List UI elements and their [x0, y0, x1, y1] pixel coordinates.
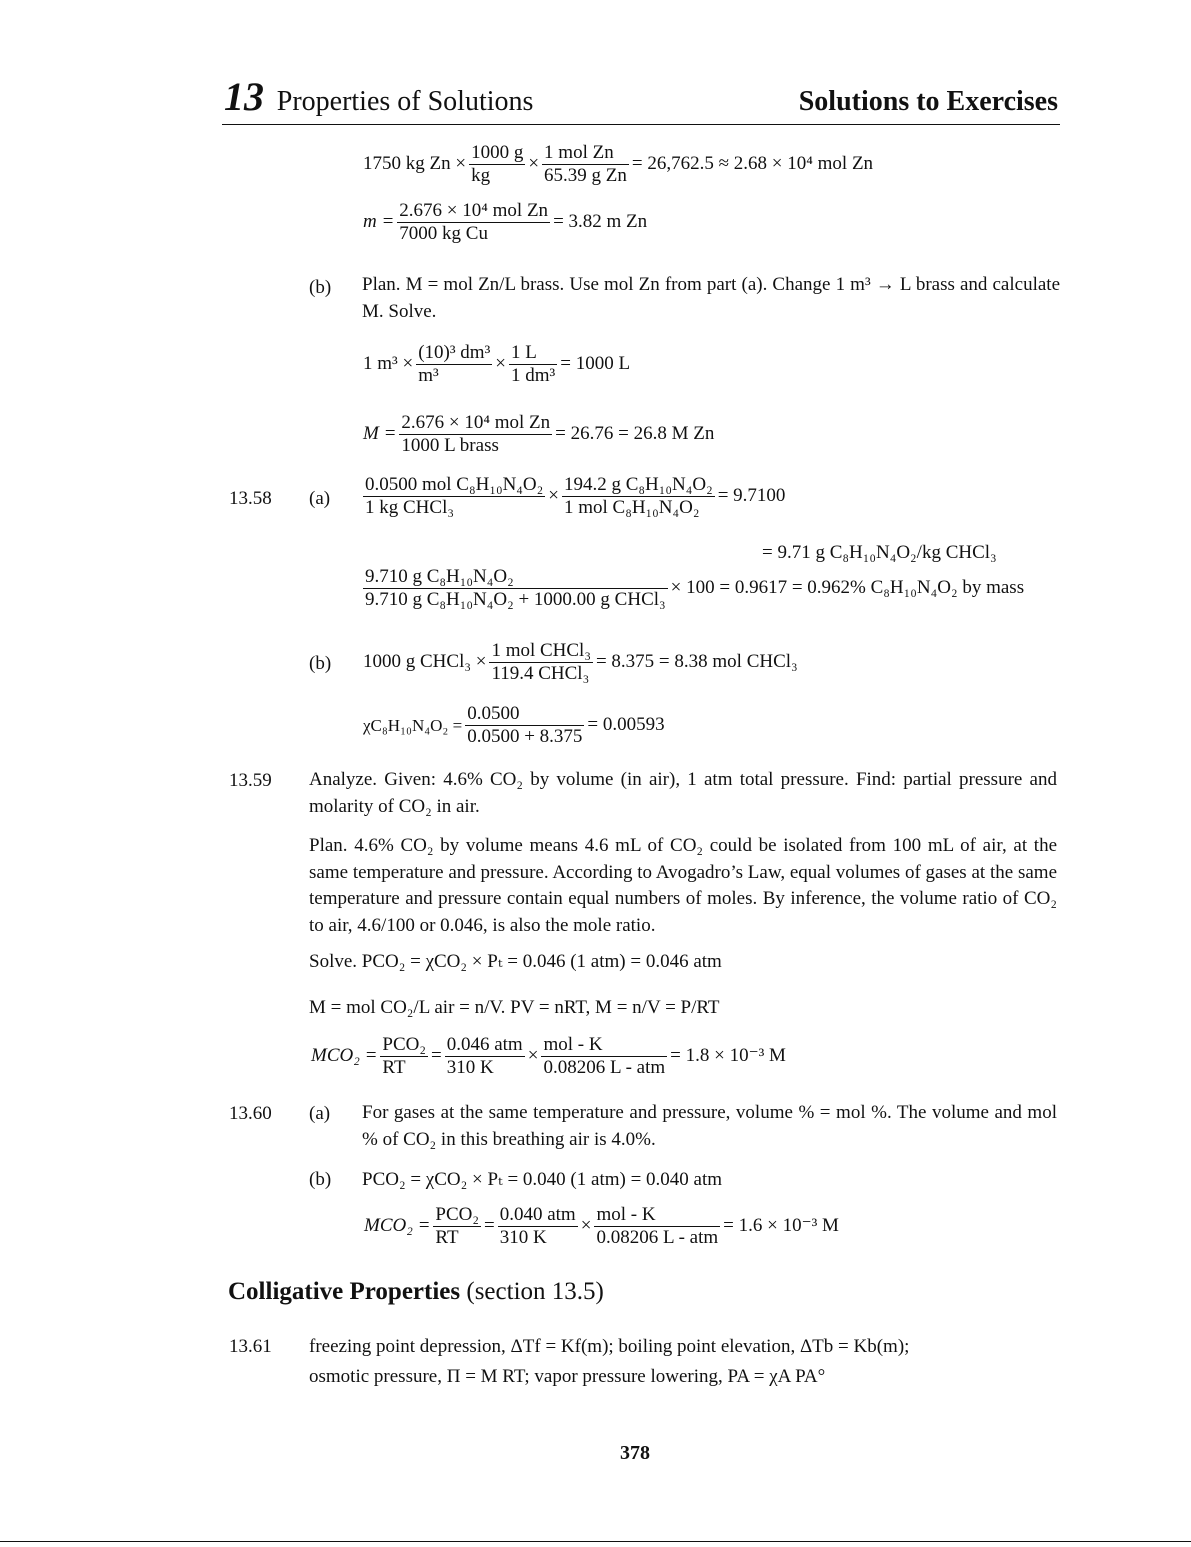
equation-molarity: M = $\frac{\text{2.676 × 10⁴ mol Zn}}{\text{1000 L brass}}$ = 26.76 = 26.8 M Zn [363, 412, 715, 456]
page-number: 378 [620, 1442, 650, 1464]
fraction: $\frac{\text{2.676 × 10⁴ mol Zn}}{\text{1000 L brass}}$ [401, 412, 551, 456]
answer-line: freezing point depression, ΔTf = Kf(m); boiling point elevation, ΔTb = Kb(m); [309, 1336, 910, 1357]
fraction: $\frac{\text{(10)³ dm³}}{\text{m³}}$ [418, 342, 491, 386]
fraction: $\frac{\text{1 mol CHCl₃}}{\text{119.4 CHCl₃}}$ [491, 640, 591, 684]
fraction: $\frac{\text{PCO₂}}{RT}$ [435, 1204, 479, 1248]
plan-paragraph: Plan. M = mol Zn/L brass. Use mol Zn from part (a). Change 1 m³ → L brass and calculate M. Solve. [362, 274, 1060, 322]
exercise-number: 13.58 [229, 488, 272, 509]
fraction: $\frac{1 L}{\text{1 dm³}}$ [511, 342, 556, 386]
equation-mole-fraction: χC₈H₁₀N₄O₂ = $\frac{0.0500}{0.0500 + 8.375}$ = 0.00593 [363, 703, 665, 747]
equation-co2-molarity: MCO₂ = $\frac{\text{PCO₂}}{RT}$ = $\frac{\text{0.040 atm}}{310 K}$ × $\frac{\text{mol - K}}{\text{0.08206 L - atm}}$ = 1.6 × 10⁻³ M [364, 1204, 839, 1248]
analyze-paragraph: Analyze. Given: 4.6% CO₂ by volume (in air), 1 atm total pressure. Find: partial pressure and molarity of CO₂ in air. [309, 769, 1057, 817]
fraction: $\frac{1000 g}{kg}$ [471, 142, 524, 186]
fraction: $\frac{\text{0.046 atm}}{310 K}$ [446, 1034, 523, 1078]
equation-chcl3-moles: 1000 g CHCl₃ × $\frac{\text{1 mol CHCl₃}}{\text{119.4 CHCl₃}}$ = 8.375 = 8.38 mol CHCl₃ [363, 640, 798, 684]
equation-volume: 1 m³ × $\frac{\text{(10)³ dm³}}{\text{m³}}$ × $\frac{1 L}{\text{1 dm³}}$ = 1000 L [363, 342, 631, 386]
fraction: $\frac{\text{0.0500 mol C₈H₁₀N₄O₂}}{\text{1 kg CHCl₃}}$ [365, 474, 544, 518]
result-line: = 9.71 g C₈H₁₀N₄O₂/kg CHCl₃ [762, 542, 997, 563]
answer-line: osmotic pressure, Π = M RT; vapor pressure lowering, PA = χA PA° [309, 1366, 826, 1387]
fraction: $\frac{0.0500}{0.0500 + 8.375}$ [467, 703, 583, 747]
exercise-number: 13.61 [229, 1336, 272, 1357]
fraction: $\frac{\text{1 mol Zn}}{\text{65.39 g Zn}}$ [544, 142, 627, 186]
partial-pressure-line: PCO₂ = χCO₂ × Pₜ = 0.040 (1 atm) = 0.040 atm [362, 1169, 723, 1190]
fraction: $\frac{\text{PCO₂}}{RT}$ [382, 1034, 426, 1078]
section-heading: Colligative Properties (section 13.5) [228, 1278, 604, 1305]
running-header [224, 72, 533, 122]
fraction: $\frac{\text{194.2 g C₈H₁₀N₄O₂}}{\text{1 mol C₈H₁₀N₄O₂}}$ [563, 474, 713, 518]
chapter-number: 13 [224, 74, 264, 119]
equation-zn-moles: 1750 kg Zn × $\frac{1000 g}{kg}$ × $\frac{\text{1 mol Zn}}{\text{65.39 g Zn}}$ = 26,762.5 ≈ 2.68 × 10⁴ mol Zn [363, 142, 874, 186]
equation-molality: m = $\frac{\text{2.676 × 10⁴ mol Zn}}{\text{7000 kg Cu}}$ = 3.82 m Zn [363, 200, 648, 244]
solve-line: Solve. PCO₂ = χCO₂ × Pₜ = 0.046 (1 atm) = 0.046 atm [309, 951, 722, 972]
bottom-rule [0, 1541, 1191, 1542]
exercise-number: 13.59 [229, 770, 272, 791]
answer-paragraph: For gases at the same temperature and pressure, volume % = mol %. The volume and mol % of CO₂ in this breathing air is 4.0%. [362, 1102, 1057, 1150]
fraction: $\frac{\text{9.710 g C₈H₁₀N₄O₂}}{\text{9.710 g C₈H₁₀N₄O₂ + 1000.00 g CHCl₃}}$ [365, 566, 666, 610]
equation-mass-percent: $\frac{\text{9.710 g C₈H₁₀N₄O₂}}{\text{9.710 g C₈H₁₀N₄O₂ + 1000.00 g CHCl₃}}$ × 100 = 0.9617 = 0.962% C₈H₁₀N₄O₂ by mass [365, 566, 1025, 610]
fraction: $\frac{\text{mol - K}}{\text{0.08206 L - atm}}$ [543, 1034, 666, 1078]
fraction: $\frac{\text{2.676 × 10⁴ mol Zn}}{\text{7000 kg Cu}}$ [399, 200, 549, 244]
fraction: $\frac{\text{mol - K}}{\text{0.08206 L - atm}}$ [596, 1204, 719, 1248]
part-label: (a) [309, 488, 331, 509]
header-rule [222, 124, 1060, 125]
molarity-definition: M = mol CO₂/L air = n/V. PV = nRT, M = n/V = P/RT [309, 997, 720, 1018]
part-label: (a) [309, 1103, 331, 1124]
part-label: (b) [309, 277, 332, 298]
chapter-title: Properties of Solutions [276, 86, 534, 117]
section-title: Solutions to Exercises [798, 86, 1058, 117]
part-label: (b) [309, 653, 332, 674]
equation-caffeine-mass: $\frac{\text{0.0500 mol C₈H₁₀N₄O₂}}{\text{1 kg CHCl₃}}$ × $\frac{\text{194.2 g C₈H₁₀N₄O₂}}{\text{1 mol C₈H₁₀N₄O₂}}$ = 9.7100 [365, 474, 786, 518]
fraction: $\frac{\text{0.040 atm}}{310 K}$ [499, 1204, 576, 1248]
part-label: (b) [309, 1169, 332, 1190]
equation-co2-molarity: MCO₂ = $\frac{\text{PCO₂}}{RT}$ = $\frac{\text{0.046 atm}}{310 K}$ × $\frac{\text{mol - K}}{\text{0.08206 L - atm}}$ = 1.8 × 10⁻³ M [311, 1034, 786, 1078]
plan-paragraph: Plan. 4.6% CO₂ by volume means 4.6 mL of CO₂ could be isolated from 100 mL of air, at the same temperature and pressure. According to Avogadro’s Law, equal volumes of gases at the same temperature and pressure contain equal numbers of moles. By inference, the volume ratio of CO₂ to air, 4.6/100 or 0.046, is also the mole ratio. [309, 835, 1057, 936]
exercise-number: 13.60 [229, 1103, 272, 1124]
